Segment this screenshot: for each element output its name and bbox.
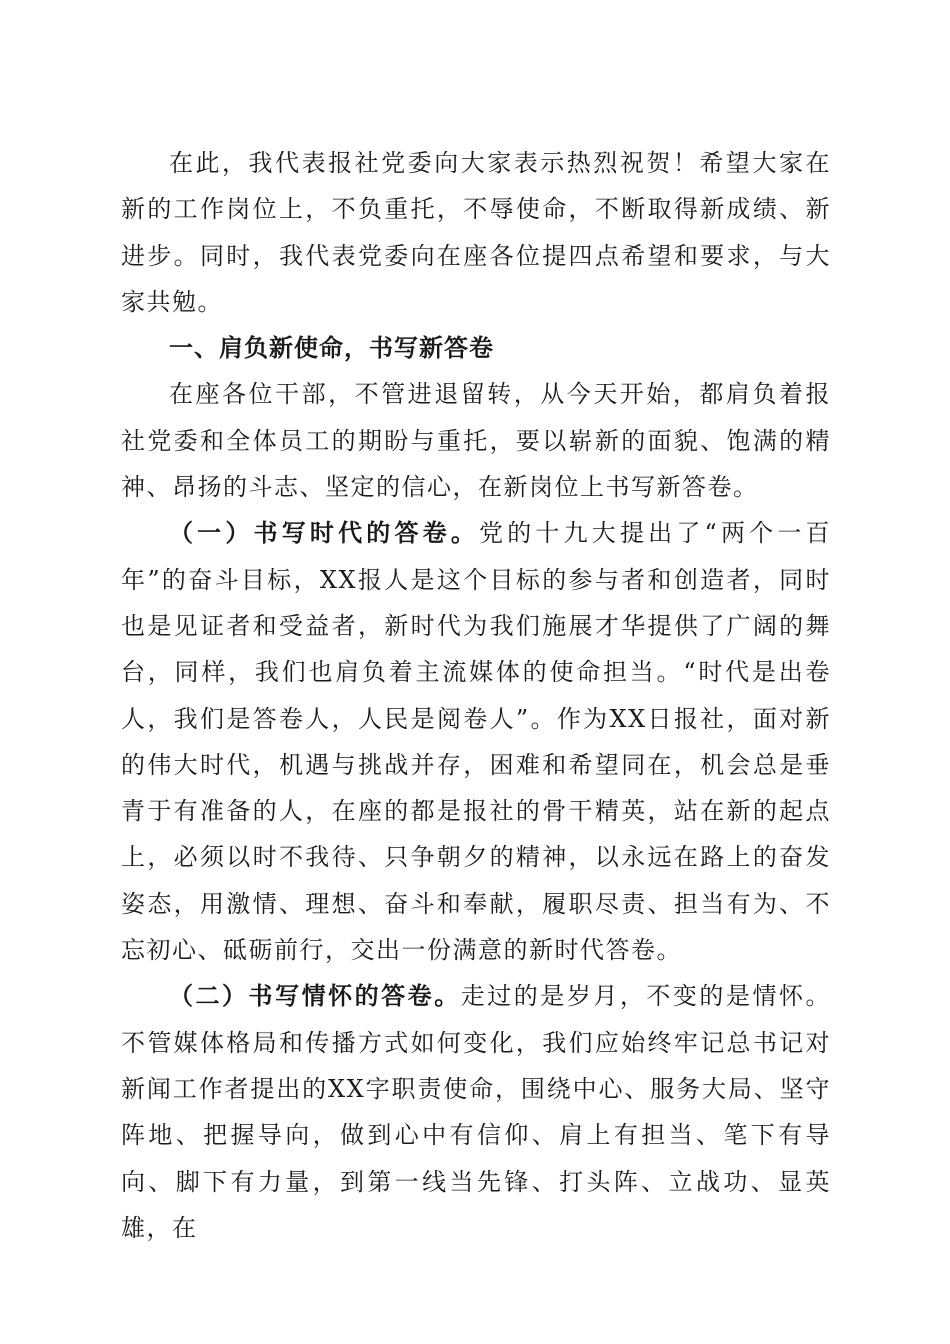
document-body (121, 140, 831, 1251)
subsection-1-lead: （一）书写时代的答卷。 (169, 519, 480, 548)
paragraph-subsection-1 (121, 510, 831, 973)
section-heading-1: 一、肩负新使命，书写新答卷 (169, 334, 494, 363)
paragraph-subsection-2 (121, 973, 831, 1251)
subsection-2-body: 走过的是岁月，不变的是情怀。不管媒体格局和传播方式如何变化，我们应始终牢记总书记对新闻工作者提出的XX字职责使命，围绕中心、服务大局、坚守阵地、把握导向，做到心中有信仰、肩上有担当、笔下有导向、脚下有力量，到第一线当先锋、打头阵、立战功、显英雄，在 (121, 982, 832, 1242)
paragraph-section-1-intro: 在座各位干部，不管进退留转，从今天开始，都肩负着报社党委和全体员工的期盼与重托，要以崭新的面貌、饱满的精神、昂扬的斗志、坚定的信心，在新岗位上书写新答卷。 (121, 380, 831, 502)
paragraph-congratulations: 在此，我代表报社党委向大家表示热烈祝贺！希望大家在新的工作岗位上，不负重托，不辱使命，不断取得新成绩、新进步。同时，我代表党委向在座各位提四点希望和要求，与大家共勉。 (121, 149, 831, 316)
subsection-2-lead: （二）书写情怀的答卷。 (169, 982, 461, 1011)
subsection-1-body: 党的十九大提出了“两个一百年”的奋斗目标，XX报人是这个目标的参与者和创造者，同时也是见证者和受益者，新时代为我们施展才华提供了广阔的舞台，同样，我们也肩负着主流媒体的使命担当。“时代是出卷人，我们是答卷人，人民是阅卷人”。作为XX日报社，面对新的伟大时代，机遇与挑战并存，困难和希望同在，机会总是垂青于有准备的人，在座的都是报社的骨干精英，站在新的起点上，必须以时不我待、只争朝夕的精神，以永远在路上的奋发姿态，用激情、理想、奋斗和奉献，履职尽责、担当有为、不忘初心、砥砺前行，交出一份满意的新时代答卷。 (121, 519, 832, 965)
